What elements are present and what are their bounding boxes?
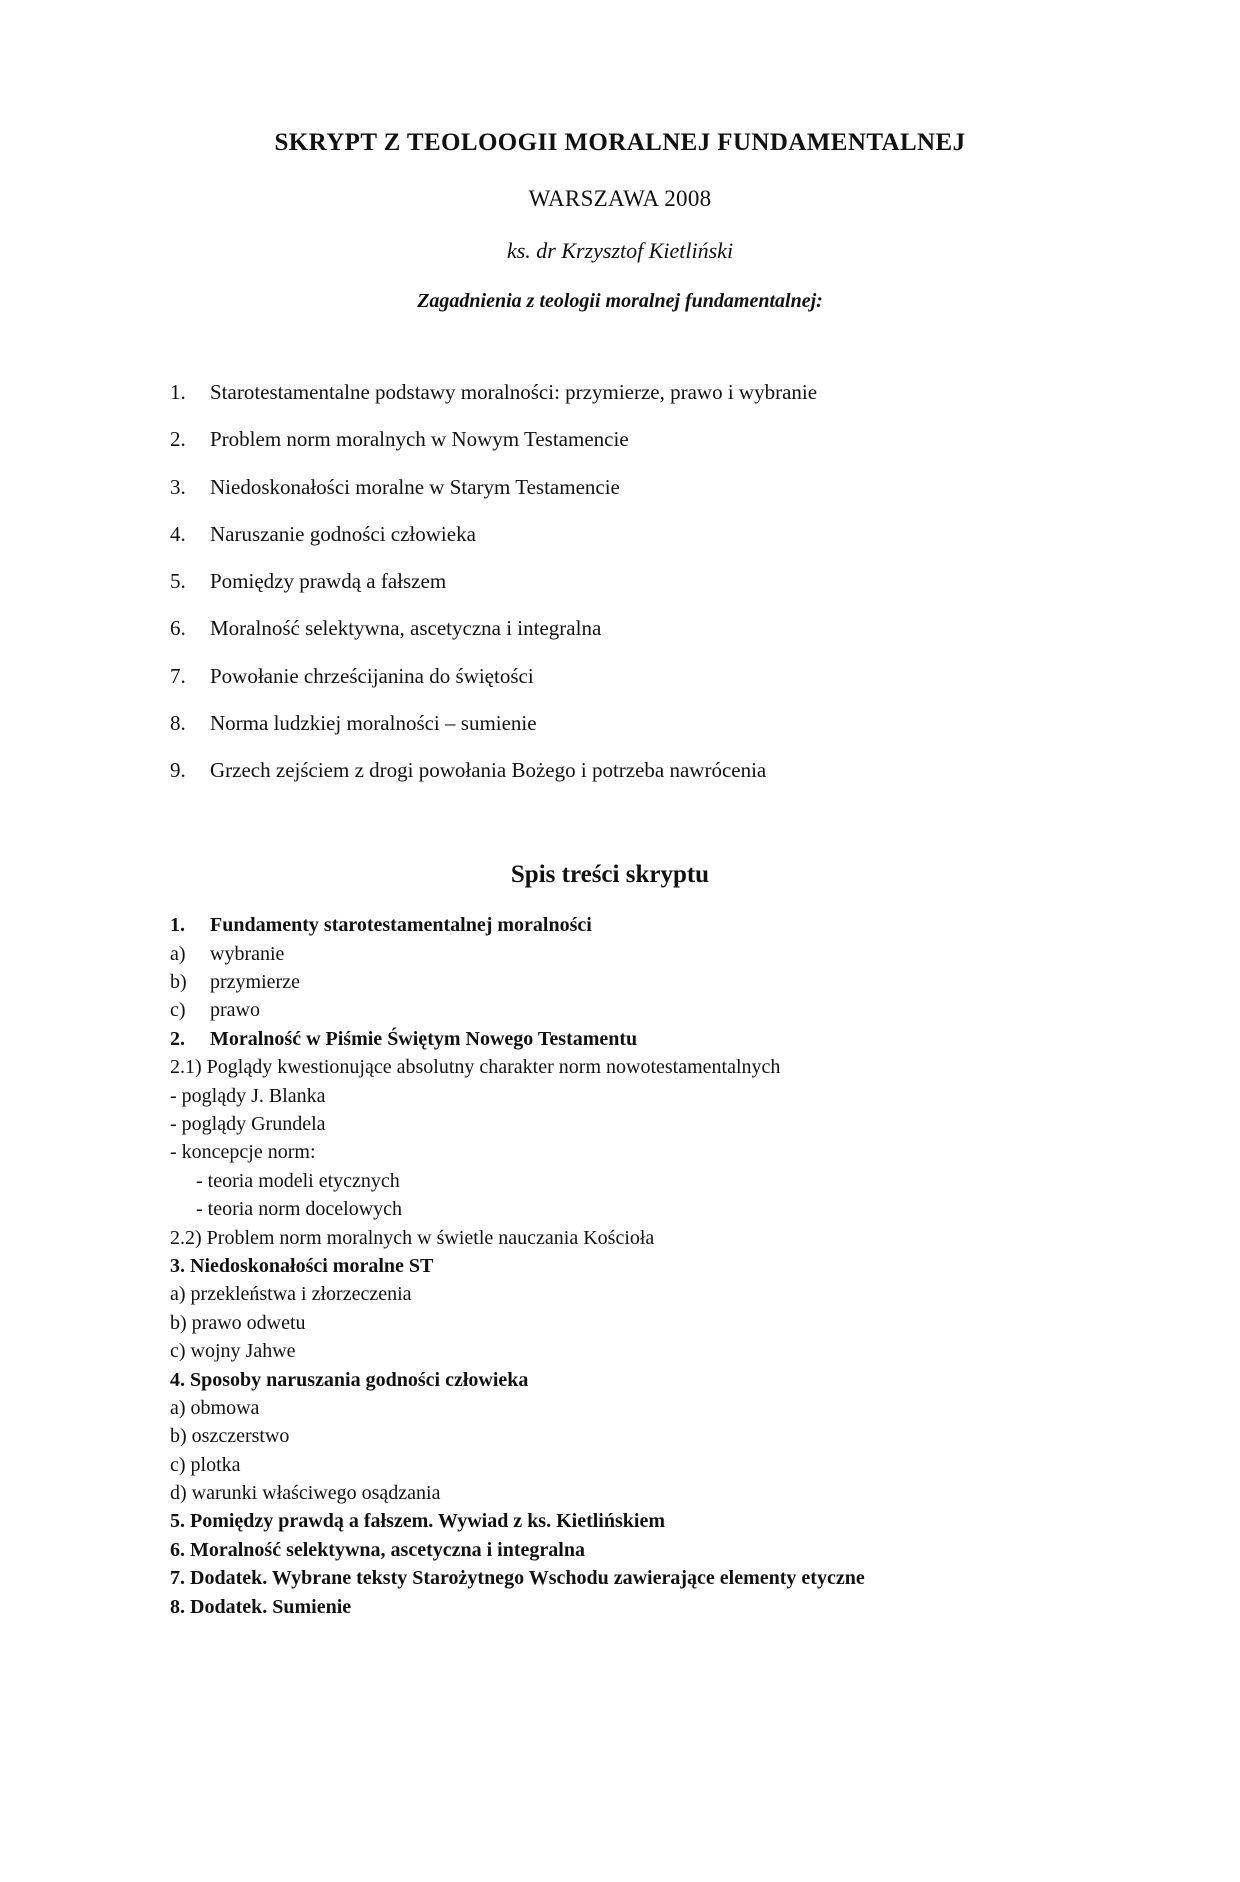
toc-entry (170, 996, 1240, 1024)
toc-entry: a) obmowa (170, 1396, 260, 1419)
toc-entry: 3. Niedoskonałości moralne ST (170, 1254, 434, 1277)
toc-entry-marker: 2. (170, 1027, 185, 1050)
toc-entry (170, 1025, 1240, 1053)
topics-list (0, 379, 1240, 783)
toc-entry-label: wybranie (210, 942, 285, 965)
toc-entry: 6. Moralność selektywna, ascetyczna i integralna (170, 1538, 585, 1561)
topic-number: 5. (170, 569, 186, 593)
topic-label: Powołanie chrześcijanina do świętości (210, 663, 534, 688)
topic-list-item (0, 379, 1240, 405)
topic-label: Naruszanie godności człowieka (210, 521, 476, 546)
toc-entry: - koncepcje norm: (170, 1141, 316, 1164)
toc-entry: 7. Dodatek. Wybrane teksty Starożytnego Wschodu zawierające elementy etyczne (170, 1567, 865, 1590)
toc-entry-label: Moralność w Piśmie Świętym Nowego Testamentu (210, 1027, 638, 1050)
topic-label: Moralność selektywna, ascetyczna i integralna (210, 616, 602, 641)
topic-label: Pomiędzy prawdą a fałszem (210, 569, 447, 593)
toc-entry: 2.1) Poglądy kwestionujące absolutny charakter norm nowotestamentalnych (170, 1056, 781, 1079)
toc-entry: b) prawo odwetu (170, 1311, 306, 1334)
toc-entry-marker: a) (170, 942, 186, 965)
topic-label: Problem norm moralnych w Nowym Testamencie (210, 427, 629, 452)
toc-entry: 2.2) Problem norm moralnych w świetle nauczania Kościoła (170, 1226, 655, 1249)
toc-entry: - teoria norm docelowych (196, 1198, 403, 1221)
topic-label: Niedoskonałości moralne w Starym Testamencie (210, 474, 620, 499)
topic-number: 8. (170, 710, 186, 735)
topic-list-item (0, 710, 1240, 736)
topic-label: Grzech zejściem z drogi powołania Bożego i potrzeba nawrócenia (210, 758, 767, 782)
topic-label: Norma ludzkiej moralności – sumienie (210, 710, 537, 735)
toc-heading: Spis treści skryptu (510, 861, 710, 889)
toc-entry: 5. Pomiędzy prawdą a fałszem. Wywiad z ks. Kietlińskiem (170, 1510, 665, 1533)
topic-list-item (0, 521, 1240, 547)
toc-entry: c) plotka (170, 1453, 241, 1476)
toc-entry: - poglądy J. Blanka (170, 1084, 326, 1107)
toc-entry (170, 911, 1240, 939)
toc-entry: a) przekleństwa i złorzeczenia (170, 1283, 412, 1306)
topic-number: 6. (170, 616, 186, 641)
document-header (0, 128, 1240, 313)
toc-entry: - teoria modeli etycznych (196, 1169, 400, 1192)
toc-entry: c) wojny Jahwe (170, 1340, 296, 1363)
topic-label: Starotestamentalne podstawy moralności: przymierze, prawo i wybranie (210, 380, 818, 404)
document-subtitle: Zagadnienia z teologii moralnej fundamentalnej: (417, 290, 823, 312)
toc-entry (170, 968, 1240, 996)
toc-entry: - poglądy Grundela (170, 1112, 326, 1135)
toc-entry-marker: c) (170, 999, 186, 1022)
publication-place-year: WARSZAWA 2008 (528, 186, 712, 211)
toc-entry-marker: b) (170, 971, 187, 994)
topic-list-item (0, 426, 1240, 452)
author-name: ks. dr Krzysztof Kietliński (506, 238, 734, 263)
page-title: SKRYPT Z TEOLOOGII MORALNEJ FUNDAMENTALNEJ (274, 129, 966, 156)
topic-list-item (0, 663, 1240, 689)
topic-number: 3. (170, 474, 186, 499)
toc-entry-label: przymierze (210, 971, 300, 994)
toc-entry: d) warunki właściwego osądzania (170, 1482, 441, 1505)
toc-entry-label: Fundamenty starotestamentalnej moralności (210, 914, 592, 937)
toc-entry-marker: 1. (170, 914, 185, 937)
topic-list-item (0, 615, 1240, 641)
toc-entry: 4. Sposoby naruszania godności człowieka (170, 1368, 529, 1391)
topic-number: 7. (170, 663, 186, 688)
topic-number: 9. (170, 758, 186, 782)
document-page (0, 128, 1240, 1882)
topic-list-item (0, 757, 1240, 783)
table-of-contents (0, 911, 1240, 1621)
toc-entry (170, 940, 1240, 968)
topic-number: 2. (170, 427, 186, 452)
topic-number: 4. (170, 521, 186, 546)
topic-list-item (0, 474, 1240, 500)
topic-list-item (0, 568, 1240, 594)
toc-entry: b) oszczerstwo (170, 1425, 290, 1448)
toc-entry: 8. Dodatek. Sumienie (170, 1595, 352, 1618)
topic-number: 1. (170, 380, 186, 404)
toc-entry-label: prawo (210, 999, 260, 1022)
